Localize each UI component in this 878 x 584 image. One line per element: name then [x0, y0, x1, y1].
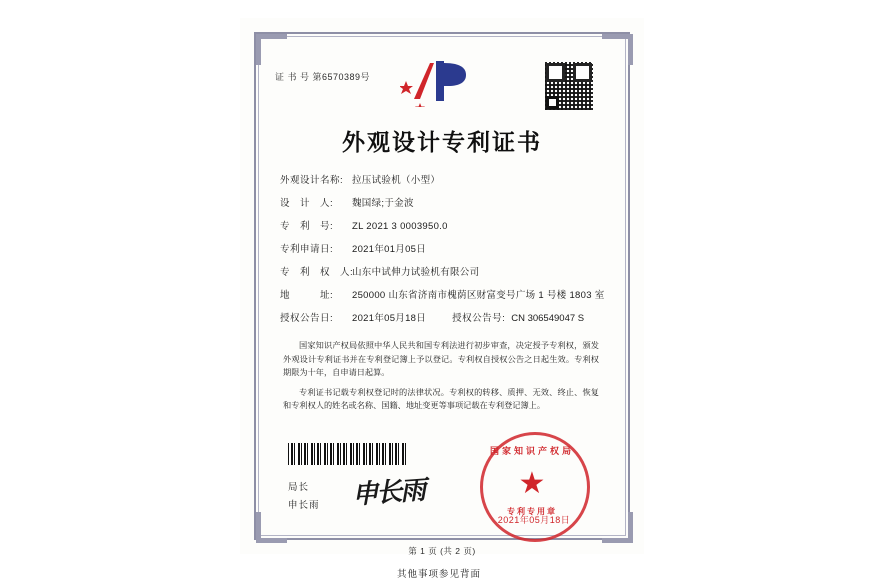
page-title: 外观设计专利证书 — [342, 130, 542, 156]
field-label: 专 利 权 人: — [280, 267, 354, 278]
footer-note: 其他事项参见背面 — [396, 569, 481, 580]
signature-name: 申长雨 — [288, 500, 320, 511]
paragraph: 专利证书记载专利权登记时的法律状况。专利权的转移、质押、无效、终止、恢复和专利权人的姓名或名称、国籍、地址变更等事项记载在专利登记簿上。 — [283, 387, 599, 411]
paragraph: 国家知识产权局依照中华人民共和国专利法进行初步审查，决定授予专利权，颁发外观设计专利证书并在专利登记簿上予以登记。专利权自授权公告之日起生效。专利权期限为十年，自申请日起算。 — [283, 341, 599, 378]
field-row — [280, 195, 620, 209]
certificate-fields — [280, 172, 620, 333]
seal-date: 2021年05月18日 — [497, 515, 571, 525]
field-label: 外观设计名称: — [280, 175, 344, 186]
field-value: ZL 2021 3 0003950.0 — [352, 221, 448, 232]
corner-ornament-top-right — [602, 34, 633, 65]
signature-label: 局长 — [288, 482, 310, 493]
seal-text-bottom: 专利专用章 — [507, 507, 557, 516]
field-row — [280, 241, 620, 255]
field-row — [280, 287, 620, 301]
corner-ornament-bottom-left — [256, 512, 287, 543]
corner-ornament-bottom-right — [602, 512, 633, 543]
certificate-number: 证 书 号 第6570389号 — [275, 72, 371, 82]
field-label-secondary: 授权公告号: — [452, 313, 506, 324]
cnipa-logo-icon — [400, 55, 482, 107]
field-label: 专 利 号: — [280, 221, 334, 232]
field-label: 授权公告日: — [280, 313, 334, 324]
field-row — [280, 218, 620, 232]
barcode-icon — [288, 443, 406, 465]
field-value: 拉压试验机（小型） — [352, 175, 441, 186]
field-value: 魏国绿;于金波 — [352, 198, 414, 209]
corner-ornament-top-left — [256, 34, 287, 65]
field-value: 山东中试伸力试验机有限公司 — [352, 267, 480, 278]
field-value-secondary: CN 306549047 S — [511, 313, 585, 324]
qr-code-finder-icon — [546, 96, 559, 109]
field-row-announcement — [280, 310, 620, 324]
field-value: 250000 山东省济南市槐荫区财富变号广场 1 号楼 1803 室 — [352, 290, 605, 301]
field-value: 2021年05月18日 — [352, 313, 427, 324]
seal-text-top: 国家知识产权局 — [489, 446, 574, 456]
field-row — [280, 264, 620, 278]
field-label: 地 址: — [280, 290, 334, 301]
field-row — [280, 172, 620, 186]
field-value: 2021年01月05日 — [352, 244, 427, 255]
signature-handwriting: 申长雨 — [351, 475, 426, 511]
seal-star-icon: ★ — [518, 467, 546, 500]
legal-paragraphs — [283, 339, 599, 419]
field-label: 设 计 人: — [280, 198, 334, 209]
page-number: 第 1 页 (共 2 页) — [408, 546, 476, 556]
field-label: 专利申请日: — [280, 244, 334, 255]
